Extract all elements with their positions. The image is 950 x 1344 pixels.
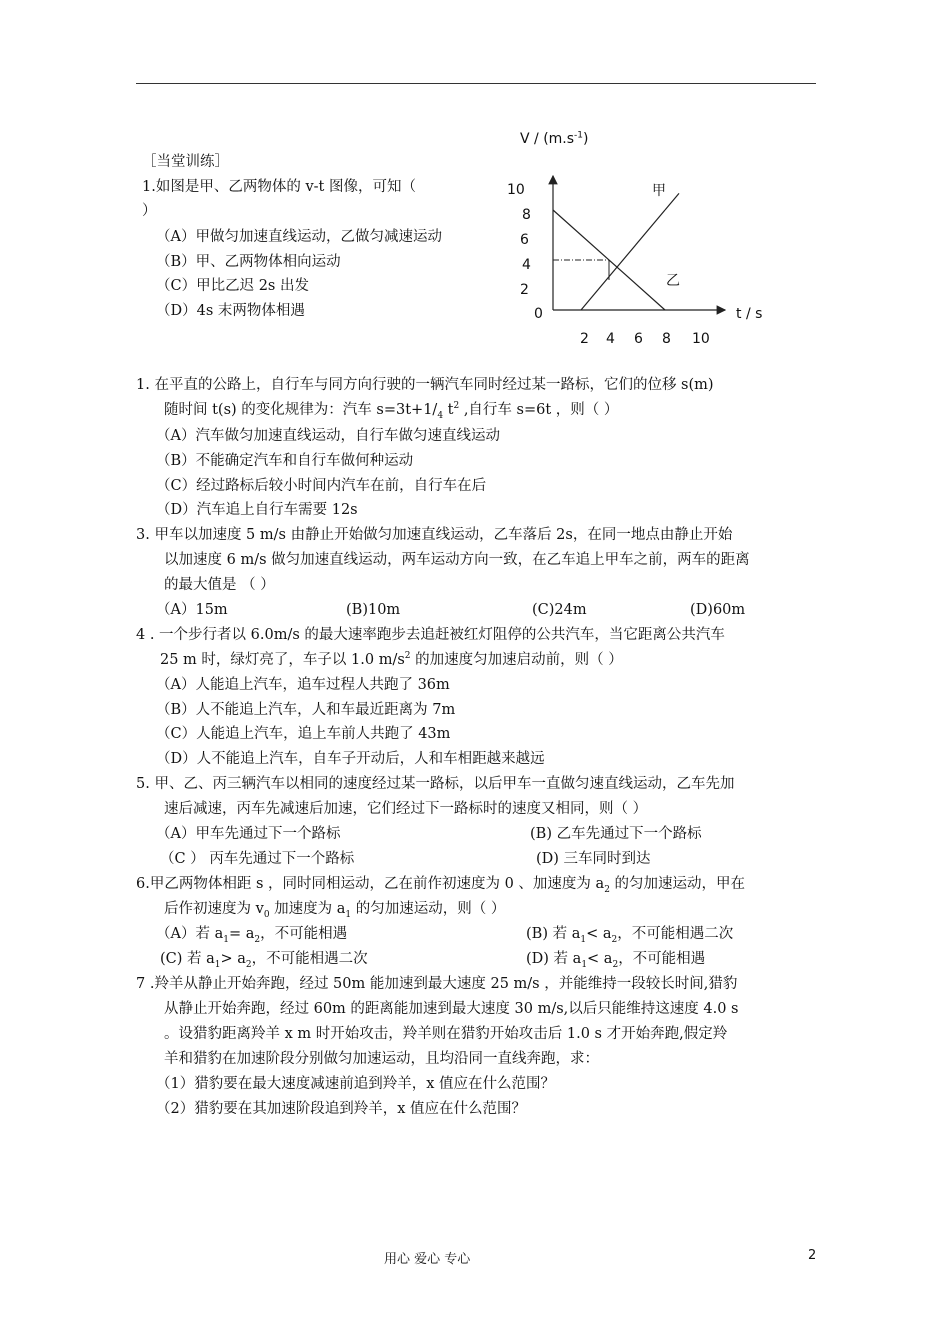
page-footer: 用心 爱心 专心 xyxy=(384,1252,471,1267)
q3-line3: 的最大值是 （ ） xyxy=(164,577,275,593)
q4-line1: 4 . 一个步行者以 6.0m/s 的最大速率跑步去追赶被红灯阻停的公共汽车，当它距离公共汽车 xyxy=(136,627,725,643)
q3-option-b: (B)10m xyxy=(346,602,401,618)
q7-line4: 羊和猎豹在加速阶段分别做匀加速运动，且均沿同一直线奔跑，求： xyxy=(164,1051,599,1067)
page-number: 2 xyxy=(808,1248,817,1263)
q1-option-a: （A）甲做匀加速直线运动，乙做匀减速运动 xyxy=(156,229,442,245)
graph-plot xyxy=(500,160,740,330)
q4-option-a: （A）人能追上汽车，追车过程人共跑了 36m xyxy=(156,677,450,693)
q1-line1: 1.如图是甲、乙两物体的 v-t 图像，可知（ xyxy=(142,179,416,195)
q1-line2: ） xyxy=(142,203,157,219)
q3-line2: 以加速度 6 m/s 做匀加速直线运动，两车运动方向一致，在乙车追上甲车之前，两车的距离 xyxy=(164,552,750,568)
q6-line2: 后作初速度为 $v_0$ 加速度为 $a_1$ 的匀加速运动，则（ ） xyxy=(164,901,506,920)
q4-option-c: （C）人能追上汽车，追上车前人共跑了 43m xyxy=(156,726,451,742)
q7-line2: 从静止开始奔跑，经过 60m 的距离能加速到最大速度 30 m/s,以后只能维持这速度 4.0 s xyxy=(164,1001,739,1017)
q6-option-d: (D) 若 $a_1< a_2$，不可能相遇 xyxy=(526,951,706,970)
q7-sub2: （2）猎豹要在其加速阶段追到羚羊，x 值应在什么范围？ xyxy=(156,1101,527,1117)
q6-option-c: (C) 若 $a_1> a_2$，不可能相遇二次 xyxy=(160,951,368,970)
q2-option-c: （C）经过路标后较小时间内汽车在前，自行车在后 xyxy=(156,478,487,494)
series-label-yi: 乙 xyxy=(666,273,680,289)
series-line-jia-extension xyxy=(665,193,679,210)
q5-line2: 速后减速，丙车先减速后加速，它们经过下一路标时的速度又相同，则（ ） xyxy=(164,801,648,817)
q1-option-b: （B）甲、乙两物体相向运动 xyxy=(156,254,341,270)
x-tick-label: 4 xyxy=(606,331,615,347)
q7-line1: 7 .羚羊从静止开始奔跑，经过 50m 能加速到最大速度 25 m/s ，并能维持一段较长时间,猎豹 xyxy=(136,976,738,992)
q6-option-b: (B) 若 $a_1< a_2$，不可能相遇二次 xyxy=(526,926,734,945)
q2-option-d: （D）汽车追上自行车需要 12s xyxy=(156,502,358,518)
y-axis-label: V / $(m.s^{-1})$ xyxy=(520,130,589,147)
q5-option-d: (D) 三车同时到达 xyxy=(536,851,651,867)
q5-option-c: （C ） 丙车先通过下一个路标 xyxy=(160,851,355,867)
y-tick-label: 6 xyxy=(520,232,529,248)
header-rule xyxy=(136,83,816,84)
q3-option-d: (D)60m xyxy=(690,602,746,618)
x-tick-label: 2 xyxy=(580,331,589,347)
q1-option-c: （C）甲比乙迟 2s 出发 xyxy=(156,278,309,294)
q5-line1: 5. 甲、乙、丙三辆汽车以相同的速度经过某一路标，以后甲车一直做匀速直线运动，乙车先加 xyxy=(136,776,735,792)
x-tick-label: 6 xyxy=(634,331,643,347)
q4-option-d: （D）人不能追上汽车，自车子开动后，人和车相距越来越远 xyxy=(156,751,545,767)
series-line-jia xyxy=(581,210,665,310)
x-tick-label: 8 xyxy=(662,331,671,347)
origin-label: 0 xyxy=(534,306,543,322)
q6-line1: 6.甲乙两物体相距 s ，同时同相运动，乙在前作初速度为 0 、加速度为 $a_2$ 的匀加速运动，甲在 xyxy=(136,876,746,895)
x-axis-label: t / s xyxy=(736,306,763,322)
q4-line2: 25 m 时，绿灯亮了，车子以 1.0 $m/s^2$ 的加速度匀加速启动前，则（ ） xyxy=(160,651,623,668)
q3-option-a: （A）15m xyxy=(156,602,228,618)
q5-option-a: （A）甲车先通过下一个路标 xyxy=(156,826,341,842)
q7-sub1: （1）猎豹要在最大速度减速前追到羚羊，x 值应在什么范围？ xyxy=(156,1076,556,1092)
q3-option-c: (C)24m xyxy=(532,602,587,618)
q7-line3: 。设猎豹距离羚羊 x m 时开始攻击，羚羊则在猎豹开始攻击后 1.0 s 才开始奔跑,假定羚 xyxy=(164,1026,728,1042)
q6-option-a: （A）若 $a_1= a_2$，不可能相遇 xyxy=(156,926,348,945)
q1-option-d: （D）4s 末两物体相遇 xyxy=(156,303,305,319)
q2-line2: 随时间 t(s) 的变化规律为：汽车 $s=3t+1/_4$ $t^2$ ,自行车 s=6t ，则（ ） xyxy=(164,401,619,421)
y-tick-label: 2 xyxy=(520,282,529,298)
y-tick-label: 8 xyxy=(522,207,531,223)
q4-option-b: （B）人不能追上汽车，人和车最近距离为 7m xyxy=(156,702,456,718)
q2-line1: 1. 在平直的公路上，自行车与同方向行驶的一辆汽车同时经过某一路标，它们的位移 s(m) xyxy=(136,377,714,393)
q2-option-a: （A）汽车做匀加速直线运动，自行车做匀速直线运动 xyxy=(156,428,500,444)
section-title: ［当堂训练］ xyxy=(142,154,229,170)
q2-option-b: （B）不能确定汽车和自行车做何种运动 xyxy=(156,453,414,469)
q3-line1: 3. 甲车以加速度 5 m/s 由静止开始做匀加速直线运动，乙车落后 2s，在同一地点由静止开始 xyxy=(136,527,733,543)
y-tick-label: 10 xyxy=(507,182,525,198)
y-tick-label: 4 xyxy=(522,257,531,273)
x-tick-label: 10 xyxy=(692,331,710,347)
q5-option-b: (B) 乙车先通过下一个路标 xyxy=(530,826,702,842)
series-label-jia: 甲 xyxy=(652,183,666,199)
